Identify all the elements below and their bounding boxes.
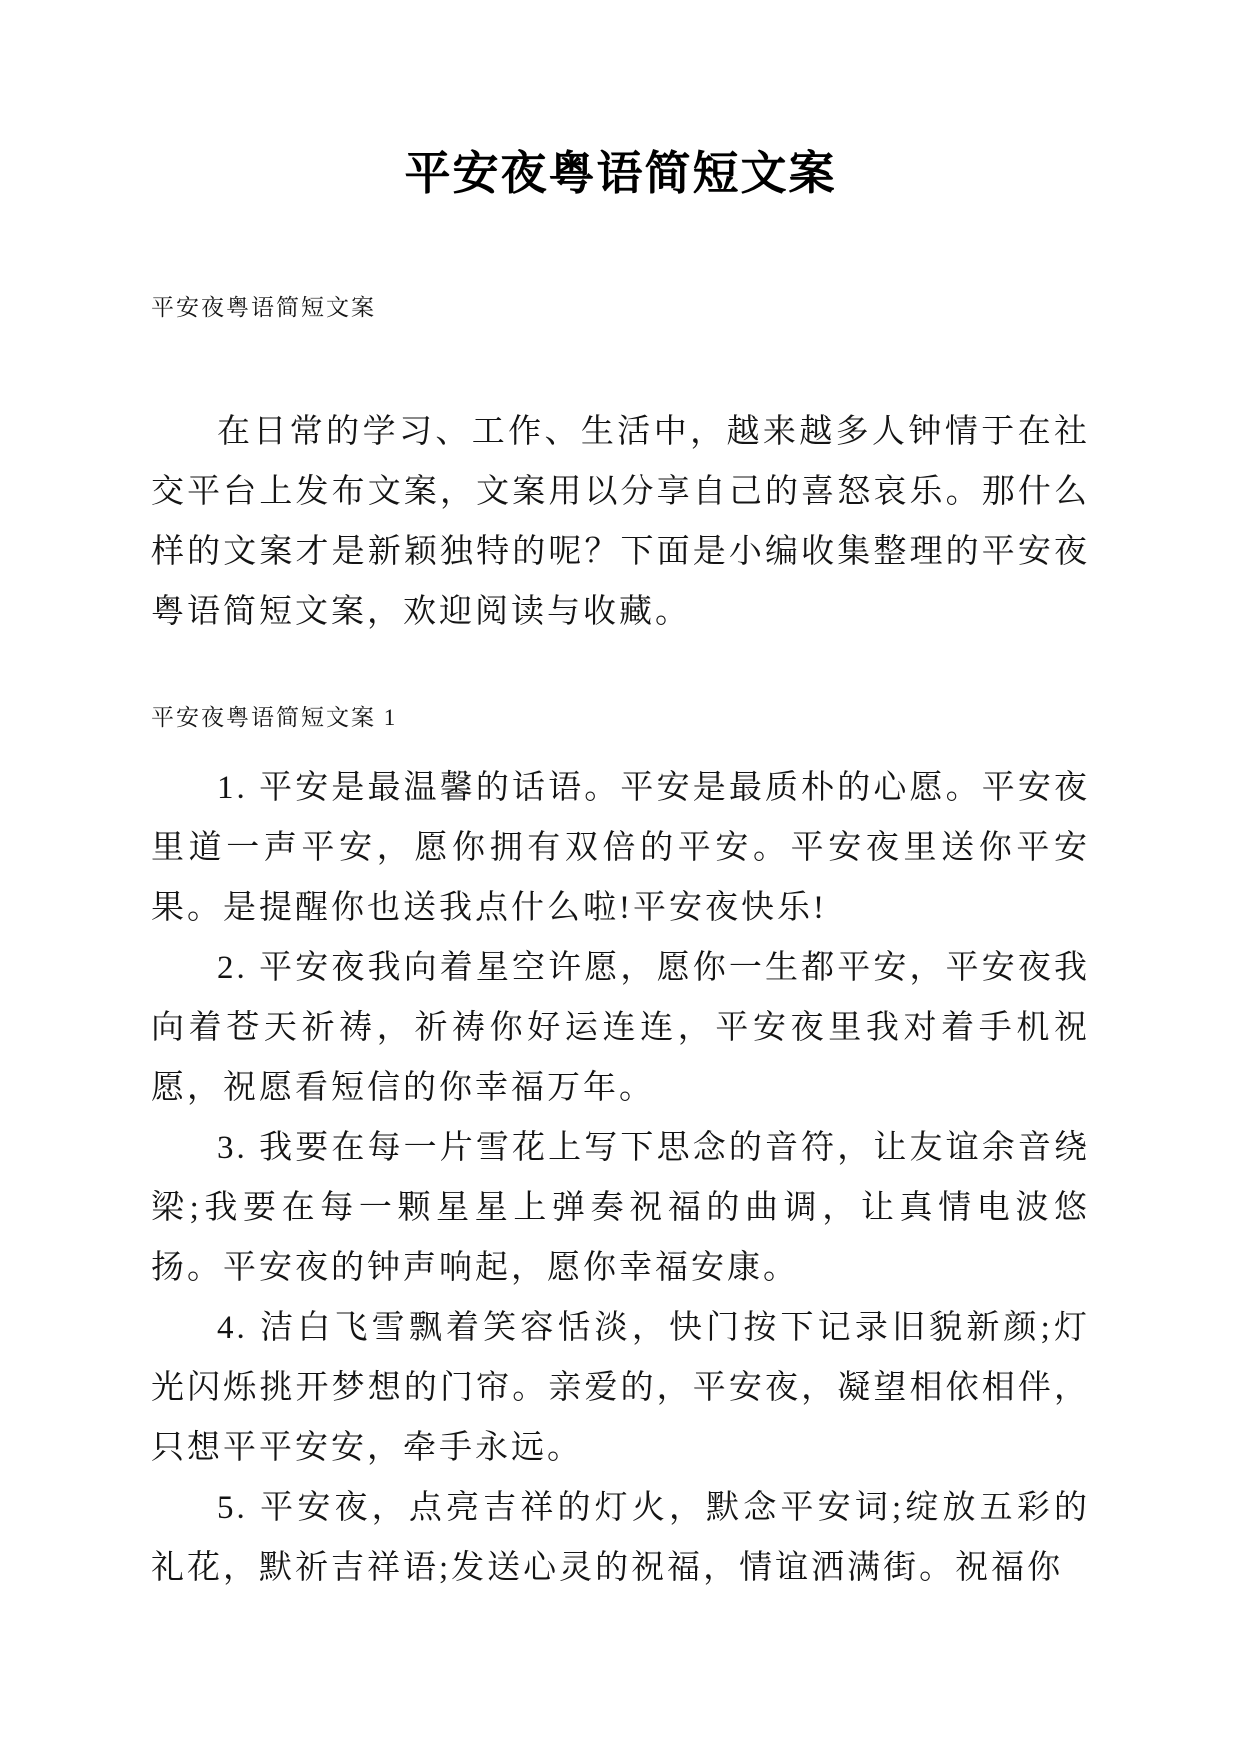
intro-paragraph: 在日常的学习、工作、生活中，越来越多人钟情于在社交平台上发布文案，文案用以分享自己的喜怒哀乐。那什么样的文案才是新颖独特的呢？下面是小编收集整理的平安夜粤语简短文案，欢迎阅读与收藏。	[151, 414, 1090, 630]
list-item-4: 4. 洁白飞雪飘着笑容恬淡，快门按下记录旧貌新颜;灯光闪烁挑开梦想的门帘。亲爱的，平安夜，凝望相依相伴，只想平平安安，牵手永远。	[151, 1310, 1090, 1466]
section-heading: 平安夜粤语简短文案 1	[151, 705, 398, 730]
document-subtitle: 平安夜粤语简短文案	[151, 295, 376, 320]
list-item-2: 2. 平安夜我向着星空许愿，愿你一生都平安，平安夜我向着苍天祈祷，祈祷你好运连连，平安夜里我对着手机祝愿，祝愿看短信的你幸福万年。	[151, 950, 1090, 1106]
list-item-3: 3. 我要在每一片雪花上写下思念的音符，让友谊余音绕梁;我要在每一颗星星上弹奏祝福的曲调，让真情电波悠扬。平安夜的钟声响起，愿你幸福安康。	[151, 1130, 1090, 1286]
document-title: 平安夜粤语简短文案	[404, 148, 837, 199]
list-item-5: 5. 平安夜，点亮吉祥的灯火，默念平安词;绽放五彩的礼花，默祈吉祥语;发送心灵的祝福，情谊洒满街。祝福你	[151, 1490, 1090, 1586]
list-item-1: 1. 平安是最温馨的话语。平安是最质朴的心愿。平安夜里道一声平安，愿你拥有双倍的平安。平安夜里送你平安果。是提醒你也送我点什么啦!平安夜快乐!	[151, 770, 1090, 926]
